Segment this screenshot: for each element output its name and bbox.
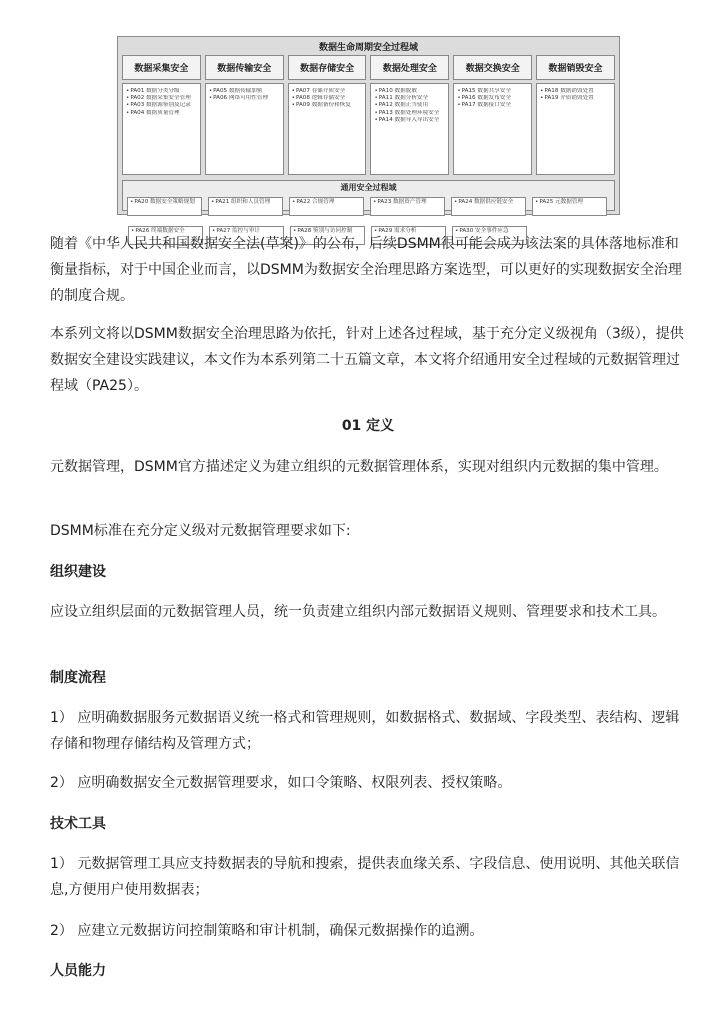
general-process-item: • PA30 安全事件应急 [452, 226, 527, 245]
process-area-item: • PA09 数据备份和恢复 [292, 102, 364, 109]
paragraph-tools-2: 2） 应建立元数据访问控制策略和审计机制，确保元数据操作的追溯。 [50, 923, 484, 939]
process-area-item: • PA15 数据共享安全 [457, 88, 529, 95]
process-area-item: • PA14 数据导入导出安全 [374, 117, 446, 124]
process-area-item: • PA13 数据处理环境安全 [374, 110, 446, 117]
paragraph-definition: 元数据管理，DSMM官方描述定义为建立组织的元数据管理体系，实现对组织内元数据的集中管理。 [50, 459, 668, 475]
paragraph-org: 应设立组织层面的元数据管理人员，统一负责建立组织内部元数据语义规则、管理要求和技术工具。 [50, 604, 666, 620]
process-area-item: • PA12 数据正当使用 [374, 102, 446, 109]
lifecycle-column [122, 55, 201, 175]
lifecycle-column-title: 数据采集安全 [122, 55, 201, 80]
lifecycle-column [453, 55, 532, 175]
process-area-item: • PA11 数据分析安全 [374, 95, 446, 102]
general-process-item: • PA26 终端数据安全 [128, 226, 203, 245]
lifecycle-column-body [536, 83, 615, 175]
heading-process: 制度流程 [50, 670, 106, 686]
process-area-item: • PA01 数据分类分级 [126, 88, 198, 95]
paragraph-intro: 随着《中华人民共和国数据安全法(草案)》的公布，后续DSMM很可能会成为该法案的具体落地标准和衡量指标，对于中国企业而言，以DSMM为数据安全治理思路方案选型，可以更好的实现数据安全治理的制度合规。 [50, 236, 682, 304]
process-area-item: • PA08 逻辑存储安全 [292, 95, 364, 102]
process-area-item: • PA16 数据发布安全 [457, 95, 529, 102]
general-process-item: • PA25 元数据管理 [532, 197, 607, 216]
process-area-item: • PA05 数据传输加密 [209, 88, 281, 95]
general-title: 通用安全过程域 [340, 183, 397, 192]
paragraph-requirements: DSMM标准在充分定义级对元数据管理要求如下: [50, 523, 351, 539]
general-process-item: • PA22 合规管理 [289, 197, 364, 216]
paragraph-process-2: 2） 应明确数据安全元数据管理要求，如口令策略、权限列表、授权策略。 [50, 775, 512, 791]
lifecycle-column [205, 55, 284, 175]
general-row-1 [127, 197, 607, 216]
lifecycle-column-body [453, 83, 532, 175]
lifecycle-column-body [288, 83, 367, 175]
lifecycle-column-title: 数据传输安全 [205, 55, 284, 80]
general-process-item: • PA27 监控与审计 [209, 226, 284, 245]
general-process-item: • PA21 组织和人员管理 [208, 197, 283, 216]
lifecycle-column-title: 数据处理安全 [370, 55, 449, 80]
paragraph-tools-1: 1） 元数据管理工具应支持数据表的导航和搜索，提供表血缘关系、字段信息、使用说明、其他关联信息,方便用户使用数据表； [50, 856, 680, 898]
lifecycle-column-title: 数据交换安全 [453, 55, 532, 80]
lifecycle-column [288, 55, 367, 175]
lifecycle-column-body [205, 83, 284, 175]
diagram-title: 数据生命周期安全过程域 [318, 43, 418, 53]
lifecycle-column [536, 55, 615, 175]
lifecycle-column [370, 55, 449, 175]
process-area-item: • PA06 网络可用性管理 [209, 95, 281, 102]
process-area-item: • PA04 数据质量管理 [126, 110, 198, 117]
lifecycle-column-body [122, 83, 201, 175]
general-process-item: • PA20 数据安全策略规划 [127, 197, 202, 216]
process-area-item: • PA17 数据接口安全 [457, 102, 529, 109]
lifecycle-column-title: 数据存储安全 [288, 55, 367, 80]
lifecycle-grid [122, 55, 615, 175]
heading-people: 人员能力 [50, 963, 106, 979]
heading-tools: 技术工具 [50, 816, 106, 832]
process-area-item: • PA18 数据销毁处置 [540, 88, 612, 95]
general-process-item: • PA28 鉴别与访问控制 [290, 226, 365, 245]
paragraph-process-1: 1） 应明确数据服务元数据语义统一格式和管理规则，如数据格式、数据域、字段类型、表结构、逻辑存储和物理存储结构及管理方式； [50, 710, 680, 752]
heading-org: 组织建设 [50, 564, 106, 580]
general-process-item: • PA24 数据供应链安全 [451, 197, 526, 216]
process-area-item: • PA19 介质销毁处置 [540, 95, 612, 102]
process-area-item: • PA02 数据采集安全管理 [126, 95, 198, 102]
general-process-item: • PA29 需求分析 [371, 226, 446, 245]
paragraph-series: 本系列文将以DSMM数据安全治理思路为依托，针对上述各过程域，基于充分定义级视角（3级），提供数据安全建设实践建议，本文作为本系列第二十五篇文章，本文将介绍通用安全过程域的元数据管理过程域（PA25）。 [50, 326, 684, 394]
dsmm-process-diagram [117, 36, 620, 234]
general-process-item: • PA23 数据资产管理 [370, 197, 445, 216]
process-area-item: • PA07 存储介质安全 [292, 88, 364, 95]
lifecycle-column-title: 数据销毁安全 [536, 55, 615, 80]
process-area-item: • PA10 数据脱敏 [374, 88, 446, 95]
process-area-item: • PA03 数据源鉴别及记录 [126, 102, 198, 109]
section-title: 01 定义 [341, 418, 395, 434]
lifecycle-column-body [370, 83, 449, 175]
